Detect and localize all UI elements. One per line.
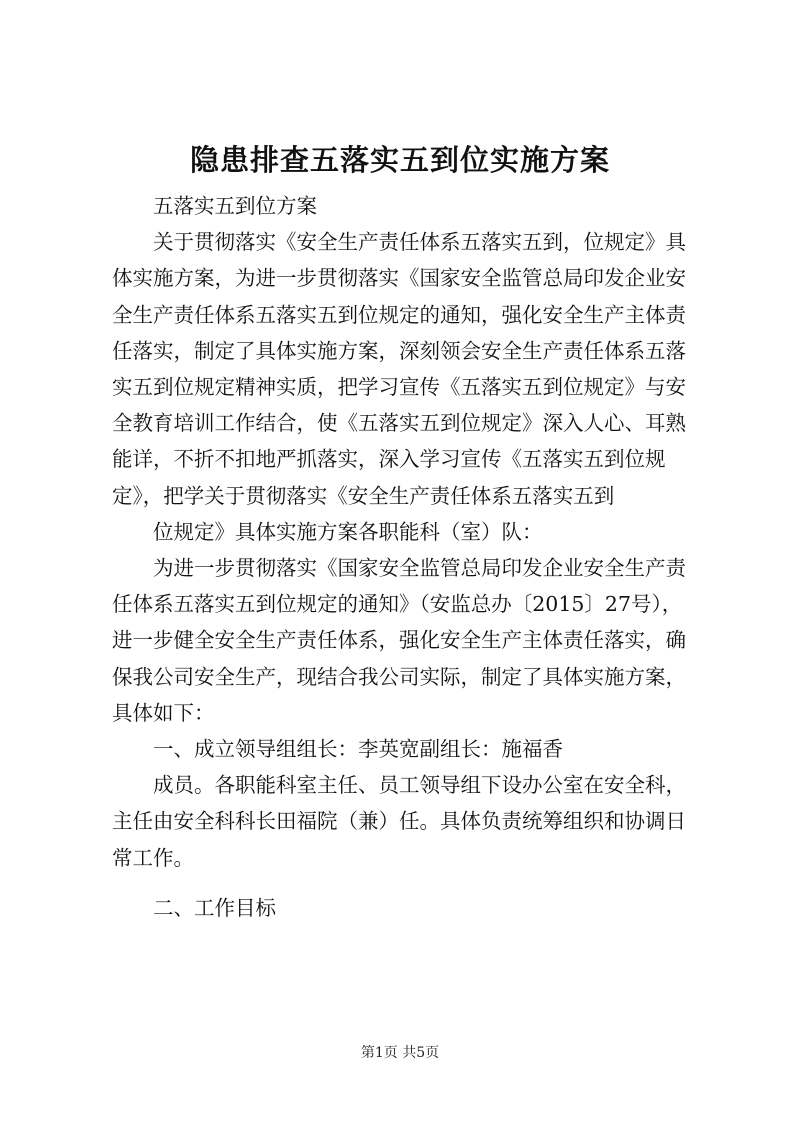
text-line: 二、工作目标 [153,895,276,920]
text-line: 任落实，制定了具体实施方案，深刻领会安全生产责任体系五落 [112,338,686,363]
text-line: 能详，不折不扣地严抓落实，深入学习宣传《五落实五到位规 [112,447,666,472]
document-body [112,188,712,926]
text-line: 进一步健全安全生产责任体系，强化安全生产主体责任落实，确 [112,628,686,653]
text-line: 常工作。 [112,845,194,870]
text-line: 保我公司安全生产，现结合我公司实际，制定了具体实施方案， [112,664,686,689]
text-line: 一、成立领导组组长：李英宽副组长：施福香 [153,737,563,762]
text-line: 五落实五到位方案 [153,194,317,218]
paragraph-gap [112,876,712,890]
text-line: 为进一步贯彻落实《国家安全监管总局印发企业安全生产责 [153,556,686,581]
text-line: 任体系五落实五到位规定的通知》（安监总办〔2015〕27号）， [112,592,683,617]
page-footer: 第1页 共5页 [360,1045,440,1061]
text-line: 位规定》具体实施方案各职能科（室）队： [153,519,543,544]
text-line: 全生产责任体系五落实五到位规定的通知，强化安全生产主体责 [112,302,686,327]
text-line: 实五到位规定精神实质，把学习宣传《五落实五到位规定》与安 [112,375,686,400]
text-line: 关于贯彻落实《安全生产责任体系五落实五到，位规定》具 [153,230,686,255]
text-line: 主任由安全科科长田福院（兼）任。具体负责统筹组织和协调日 [112,809,686,834]
text-line: 定》，把学关于贯彻落实《安全生产责任体系五落实五到 [112,483,615,508]
document-title: 隐患排查五落实五到位实施方案 [189,143,610,177]
text-line: 全教育培训工作结合，使《五落实五到位规定》深入人心、耳熟 [112,411,686,436]
text-line: 成员。各职能科室主任、员工领导组下设办公室在安全科， [153,773,686,798]
text-line: 体实施方案，为进一步贯彻落实《国家安全监管总局印发企业安 [112,266,686,291]
text-line: 具体如下： [112,700,215,725]
